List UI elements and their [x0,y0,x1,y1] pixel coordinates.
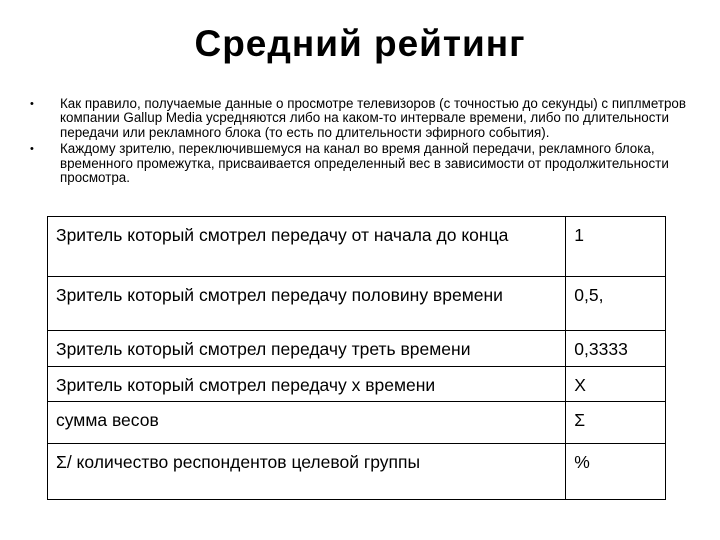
weight-cell: X [566,367,666,402]
table-row [48,217,666,277]
weight-cell: 0,5, [566,277,666,331]
viewer-cell: Зритель который смотрел передачу половину времени [48,277,566,331]
bullet-item [30,97,690,140]
viewer-cell: Зритель который смотрел передачу х времени [48,367,566,402]
bullet-list [30,97,690,185]
table-row [48,277,666,331]
bullet-text: Как правило, получаемые данные о просмотре телевизоров (с точностью до секунды) с пиплметров компании Gallup Media усредняются либо на каком-то интервале времени, либо по длительности передачи или рекламного блока (то есть по длительности эфирного события). [60,96,686,140]
bullet-text: Каждому зрителю, переключившемуся на канал во время данной передачи, рекламного блока, временного промежутка, присваивается определенный вес в зависимости от продолжительности просмотра. [60,141,669,186]
viewer-cell: Σ/ количество респондентов целевой группы [48,444,566,500]
weight-cell: 1 [566,217,666,277]
slide-title: Средний рейтинг [194,23,526,64]
weight-cell: % [566,444,666,500]
viewer-cell: Зритель который смотрел передачу от начала до конца [48,217,566,277]
table-row [48,444,666,500]
viewer-cell: Зритель который смотрел передачу треть времени [48,331,566,367]
table-row [48,367,666,402]
bullet-dot-icon: • [30,98,34,110]
weight-cell: 0,3333 [566,331,666,367]
viewer-cell: сумма весов [48,402,566,444]
weights-table [47,216,666,500]
weight-cell: Σ [566,402,666,444]
bullet-item [30,142,690,185]
bullet-dot-icon: • [30,143,34,156]
table-row [48,331,666,367]
table-row [48,402,666,444]
